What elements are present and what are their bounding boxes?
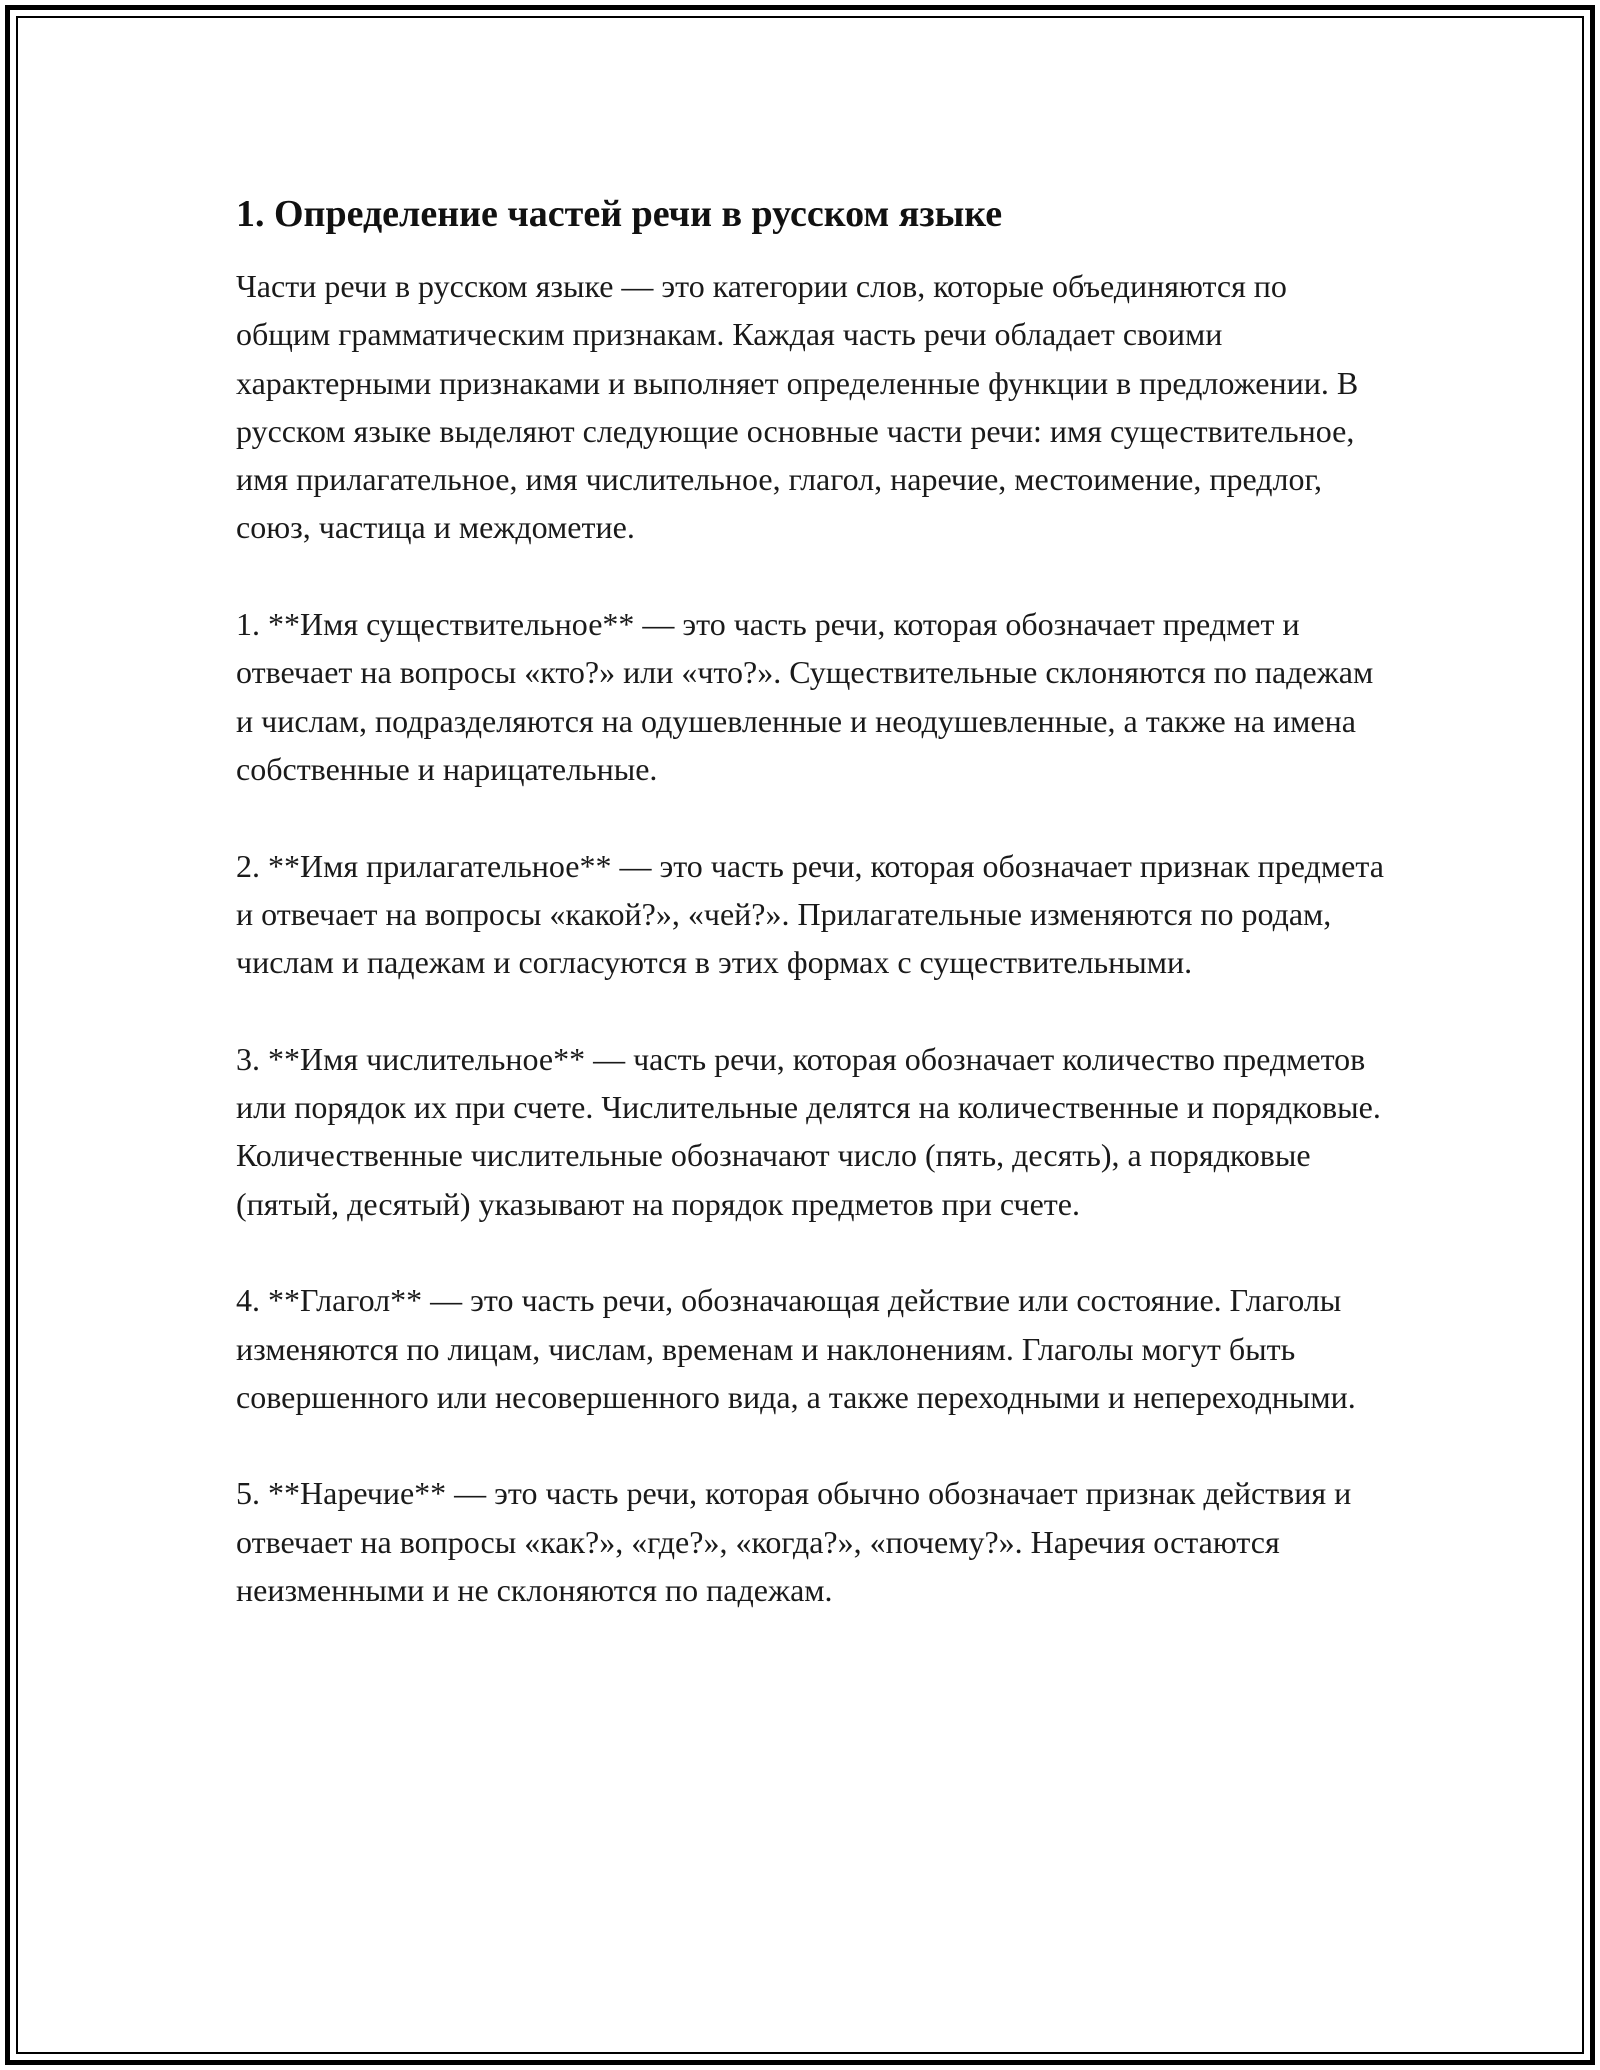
list-item-verb: 4. **Глагол** — это часть речи, обозначающая действие или состояние. Глаголы изменяются по лицам, числам, временам и наклонениям. Глаголы могут быть совершенного или несовершенного вида, а также переходными и непереходными. xyxy=(236,1282,1356,1415)
list-item-numeral: 3. **Имя числительное** — часть речи, которая обозначает количество предметов или порядок их при счете. Числительные делятся на количественные и порядковые. Количественные числительные обозначают число (пять, десять), а порядковые (пятый, десятый) указывают на порядок предметов при счете. xyxy=(236,1040,1381,1222)
intro-paragraph: Части речи в русском языке — это категории слов, которые объединяются по общим грамматическим признакам. Каждая часть речи обладает своими характерными признаками и выполняет определенные функции в предложении. В русском языке выделяют следующие основные части речи: имя существительное, имя прилагательное, имя числительное, глагол, наречие, местоимение, предлог, союз, частица и междометие. xyxy=(236,268,1359,546)
list-item-adverb: 5. **Наречие** — это часть речи, которая обычно обозначает признак действия и отвечает на вопросы «как?», «где?», «когда?», «почему?». Наречия остаются неизменными и не склоняются по падежам. xyxy=(236,1475,1352,1609)
document-content xyxy=(236,188,1386,1663)
section-heading: 1. Определение частей речи в русском языке xyxy=(236,193,1003,235)
list-item-adjective: 2. **Имя прилагательное** — это часть речи, которая обозначает признак предмета и отвечает на вопросы «какой?», «чей?». Прилагательные изменяются по родам, числам и падежам и согласуются в этих формах с существительными. xyxy=(236,847,1384,981)
list-item-noun: 1. **Имя существительное** — это часть речи, которая обозначает предмет и отвечает на вопросы «кто?» или «что?». Существительные склоняются по падежам и числам, подразделяются на одушевленные и неодушевленные, а также на имена собственные и нарицательные. xyxy=(236,606,1374,787)
